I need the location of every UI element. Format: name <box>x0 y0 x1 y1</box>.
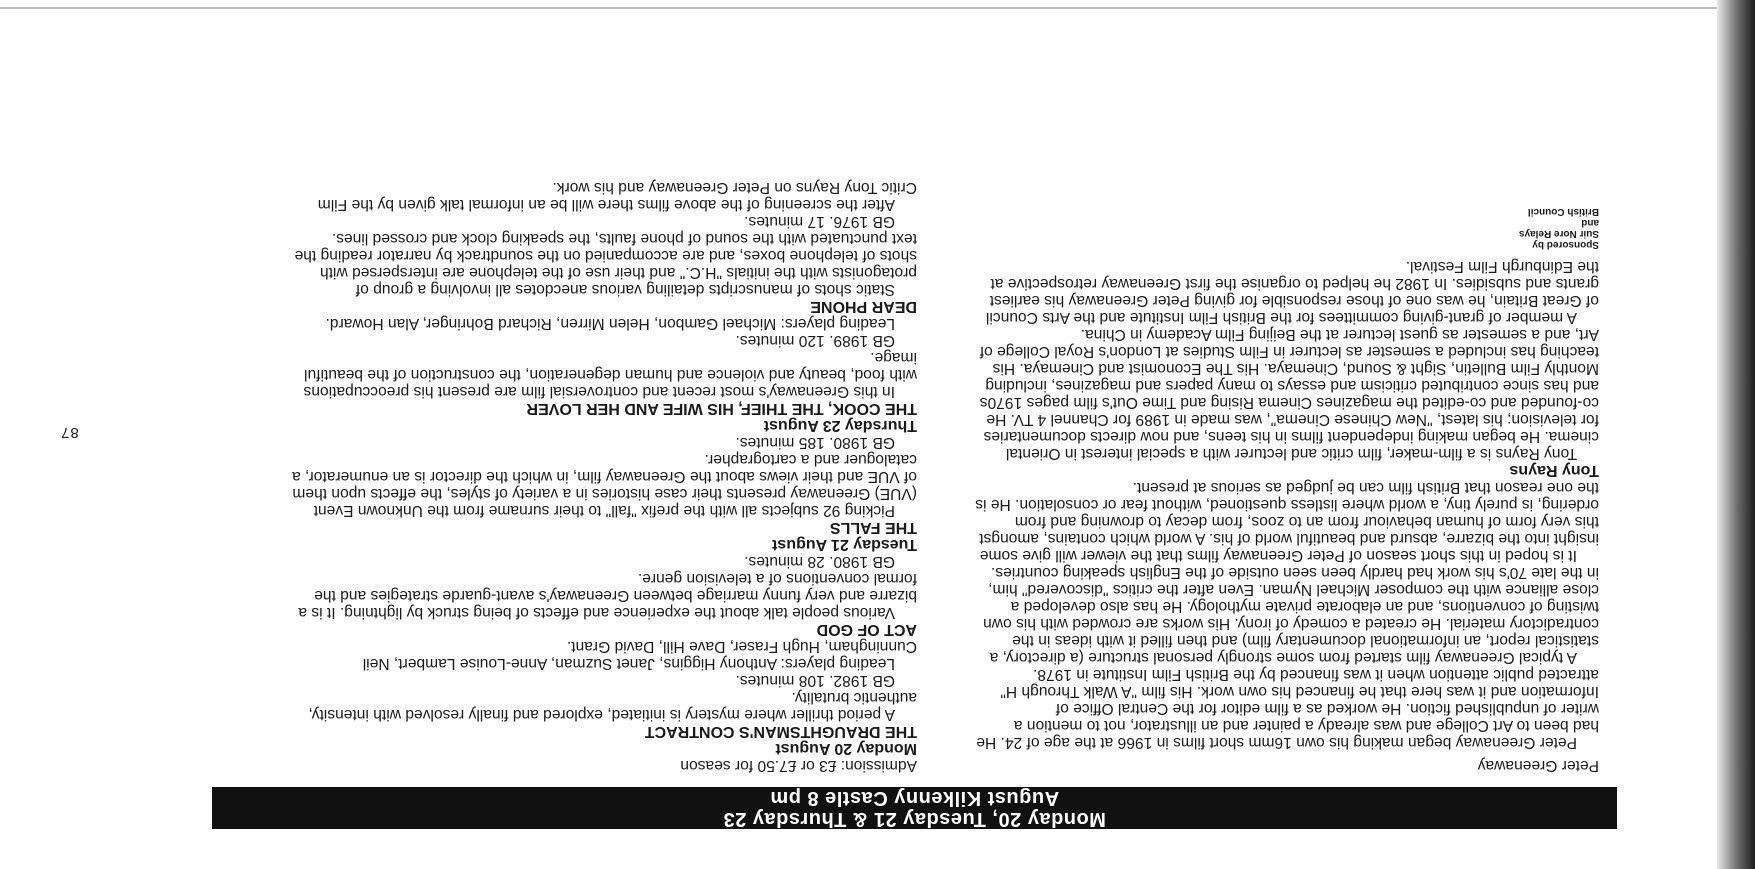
draughtsmans-contract-title: THE DRAUGHTSMAN'S CONTRACT <box>644 723 917 740</box>
event-banner <box>212 787 1617 829</box>
intro-heading: Peter Greenaway <box>1477 757 1599 774</box>
dear-phone-meta: GB 1976. 17 minutes. <box>744 213 895 230</box>
cook-thief-meta: GB 1989. 120 minutes. <box>735 332 895 349</box>
dear-phone-desc: Static shots of manuscripts detailing various anecdotes all involving a group of protagonists with the initials "H.C." and their use of the telephone are interspersed with shots of telephone boxes, and are accompanied on the soundtrack by narrator reading the text punctuated with the sound of phone faults, the speaking clock and crossed lines. <box>294 230 917 298</box>
draughtsmans-contract-desc: A period thriller where mystery is initiated, explored and finally resolved with intensity, authentic brutality. <box>308 689 917 723</box>
programme-column <box>292 179 917 774</box>
closing-note: After the screening of the above films there will be an informal talk given by the Film Critic Tony Rayns on Peter Greenaway and his work. <box>317 179 917 213</box>
greenaway-paragraph-1: Peter Greenaway began making his own 16mm short films in 1966 at the age of 24. He had been to Art College and was already a painter and an illustrator, not to mention a writer of unpublished fiction. He worked as a film editor for the Central Office of Information and it was here that he financed his own work. His film "A Walk Through H" attracted public attention when it was financed by the British Film Institute in 1978. <box>976 666 1599 751</box>
tony-rayns-paragraph-1: Tony Rayns is a film-maker, film critic and lecturer with a special interest in Oriental cinema. He began making independent films in his teens, and now directs documentaries for television; his latest, "New Chinese Cinema", was made in 1989 for Channel 4 TV. He co-founded and co-edited the magazines Cinema Rising and Time Out's film pages 1970s and has since contributed criticism and essays to many papers and magazines, including Monthly Film Bulletin, Sight & Sound, Cinemaya. His The Economist and Cinemaya. His teaching has included a semester as lecturer in Film Studies at London's Royal College of Art, and a semester as guest lecturer at the Beijing Film Academy in China. <box>979 326 1599 462</box>
sponsor-line-4: British Council <box>1527 206 1599 217</box>
cook-thief-desc: In this Greenaway's most recent and controversial film are present his preoccupations with food, beauty and violence and human degeneration, the construction of the beautiful image. <box>303 349 917 400</box>
banner-line-1: Monday 20, Tuesday 21 & Thursday 23 <box>723 808 1106 830</box>
dear-phone-title: DEAR PHONE <box>810 298 917 315</box>
greenaway-column <box>974 206 1599 774</box>
sponsor-block <box>974 206 1599 250</box>
act-of-god-title: ACT OF GOD <box>816 621 917 638</box>
sponsor-line-2: Suir Nore Relays <box>1518 228 1599 239</box>
cook-thief-players: Leading players: Michael Gambon, Helen Mirren, Richard Bohringer, Alan Howard. <box>325 315 895 332</box>
admission-text: Admission: £3 or £7.50 for season <box>680 757 917 774</box>
tony-rayns-paragraph-2: A member of grant-giving committees for the British Film Institute and the Arts Council of Great Britain, he was one of those responsible for giving Peter Greenaway his earliest grants and subsidies. In 1982 he helped to organise the first Greenaway retrospective at the Edinburgh Film Festival. <box>985 258 1599 326</box>
thursday-date: Thursday 23 August <box>763 417 917 434</box>
greenaway-paragraph-2: A typical Greenaway film started from some strongly personal structure (a directory, a statistical report, an informational documentary film) and then filled it with ideas in the contradictory material. He created a comedy of irony. His works are crowded with his own twisting of conventions, and an elaborate private mythology. He has also developed a close alliance with the composer Michael Nyman. Even after the critics "discovered" him, in the late 70's his work had hardly been seen outside of the English speaking countries. <box>983 564 1599 666</box>
the-falls-meta: GB 1980. 185 minutes. <box>735 434 895 451</box>
greenaway-paragraph-3: It is hoped in this short season of Peter Greenaway films that the viewer will give some insight into the bizarre, absurd and beautiful world of his. A world which contains, amongst this very form of human behaviour from an to zoos, from decay to drowning and from ordering, is purely tiny, a world where listless questioned, without fear or consolation. He is the one reason that British film can be judged as serious at present. <box>975 479 1599 564</box>
upside-down-page <box>212 0 1617 869</box>
the-falls-title: THE FALLS <box>829 519 917 536</box>
the-falls-desc: Picking 92 subjects all with the prefix "fall" to their surname from the Unknown Event (VUE) Greenaway presents their case histories in a variety of styles, the effects upon them of VUE and their views about the Greenaway film, in which the director is an enumerator, a cataloguer and a cartographer. <box>292 451 917 519</box>
monday-date: Monday 20 August <box>775 740 917 757</box>
draughtsmans-contract-players: Leading players: Anthony Higgins, Janet Suzman, Anne-Louise Lambert, Neil Cunningham, Hugh Fraser, Dave Hill, David Grant. <box>362 638 917 672</box>
tuesday-date: Tuesday 21 August <box>772 536 917 553</box>
page-number: 87 <box>60 424 79 441</box>
cook-thief-title: THE COOK, THE THIEF, HIS WIFE AND HER LOVER <box>526 400 917 417</box>
act-of-god-desc: Various people talk about the experience and effects of being struck by lightning. It is a bizarre and very funny marriage between Greenaway's avant-guarde strategies and the formal conventions of a television genre. <box>298 570 917 621</box>
banner-line-2: August Kilkenny Castle 8 pm <box>769 787 1060 809</box>
act-of-god-meta: GB 1980. 28 minutes. <box>744 553 895 570</box>
scan-page-edge <box>1717 0 1755 869</box>
tony-rayns-heading: Tony Rayns <box>1509 462 1599 479</box>
draughtsmans-contract-meta: GB 1982. 108 minutes. <box>735 672 895 689</box>
sponsor-line-3: and <box>1581 217 1599 228</box>
sponsor-line-1: Sponsored by <box>1532 239 1599 250</box>
